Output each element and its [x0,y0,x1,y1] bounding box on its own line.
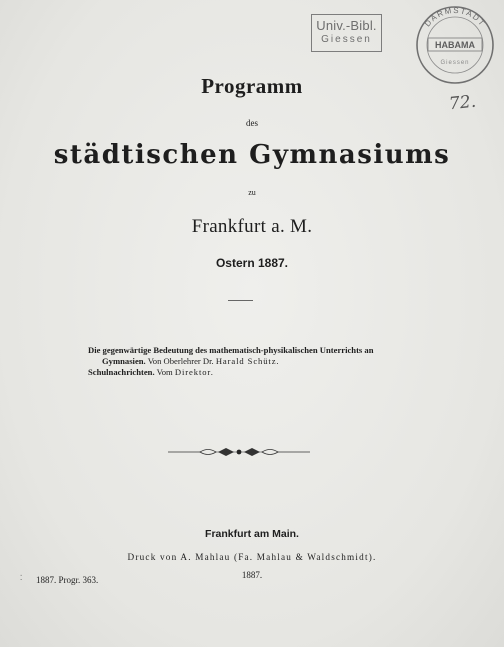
imprint-printer: Druck von A. Mahlau (Fa. Mahlau & Waldschmidt). [127,552,377,562]
stamp-line-2: Giessen [321,34,372,45]
title-school-name: städtischen Gymnasiums [53,140,451,170]
title-zu: zu [248,188,256,197]
stamp-line-1: Univ.-Bibl. [316,18,377,33]
imprint-place: Frankfurt am Main. [205,528,299,540]
margin-mark: ⁚ [20,574,23,582]
contents-item-2-author: Direktor. [174,367,214,377]
contents-item-1-title-cont: Gymnasien. [102,356,146,366]
contents-item-1-continuation [88,356,418,367]
title-city: Frankfurt a. M. [191,216,313,237]
round-stamp-middle-text: HABAMA [435,40,475,50]
program-number: 1887. Progr. 363. [36,575,99,585]
title-des: des [246,118,258,128]
round-stamp-overprint: Giessen [440,60,470,66]
contents-item-1-author-prefix: Von Oberlehrer Dr. [147,356,214,366]
contents-item-1 [88,345,418,356]
contents-item-2 [88,367,418,378]
table-of-contents [88,345,418,378]
handwritten-shelfmark: 72. [448,91,478,115]
divider-rule [228,300,253,301]
contents-item-1-author: Harald Schütz. [215,356,280,366]
round-stamp-top-text: DARMSTADT [422,5,488,29]
title-programm: Programm [201,74,303,98]
ornamental-rule [168,446,310,458]
contents-item-2-author-prefix: Vom [156,367,173,377]
library-stamp-rectangular [311,14,382,52]
contents-item-2-title: Schulnachrichten. [88,367,155,377]
imprint-year: 1887. [241,570,263,580]
contents-item-1-title: Die gegenwärtige Bedeutung des mathematisch-physikalischen Unterrichts an [88,345,374,355]
title-date: Ostern 1887. [215,256,289,270]
